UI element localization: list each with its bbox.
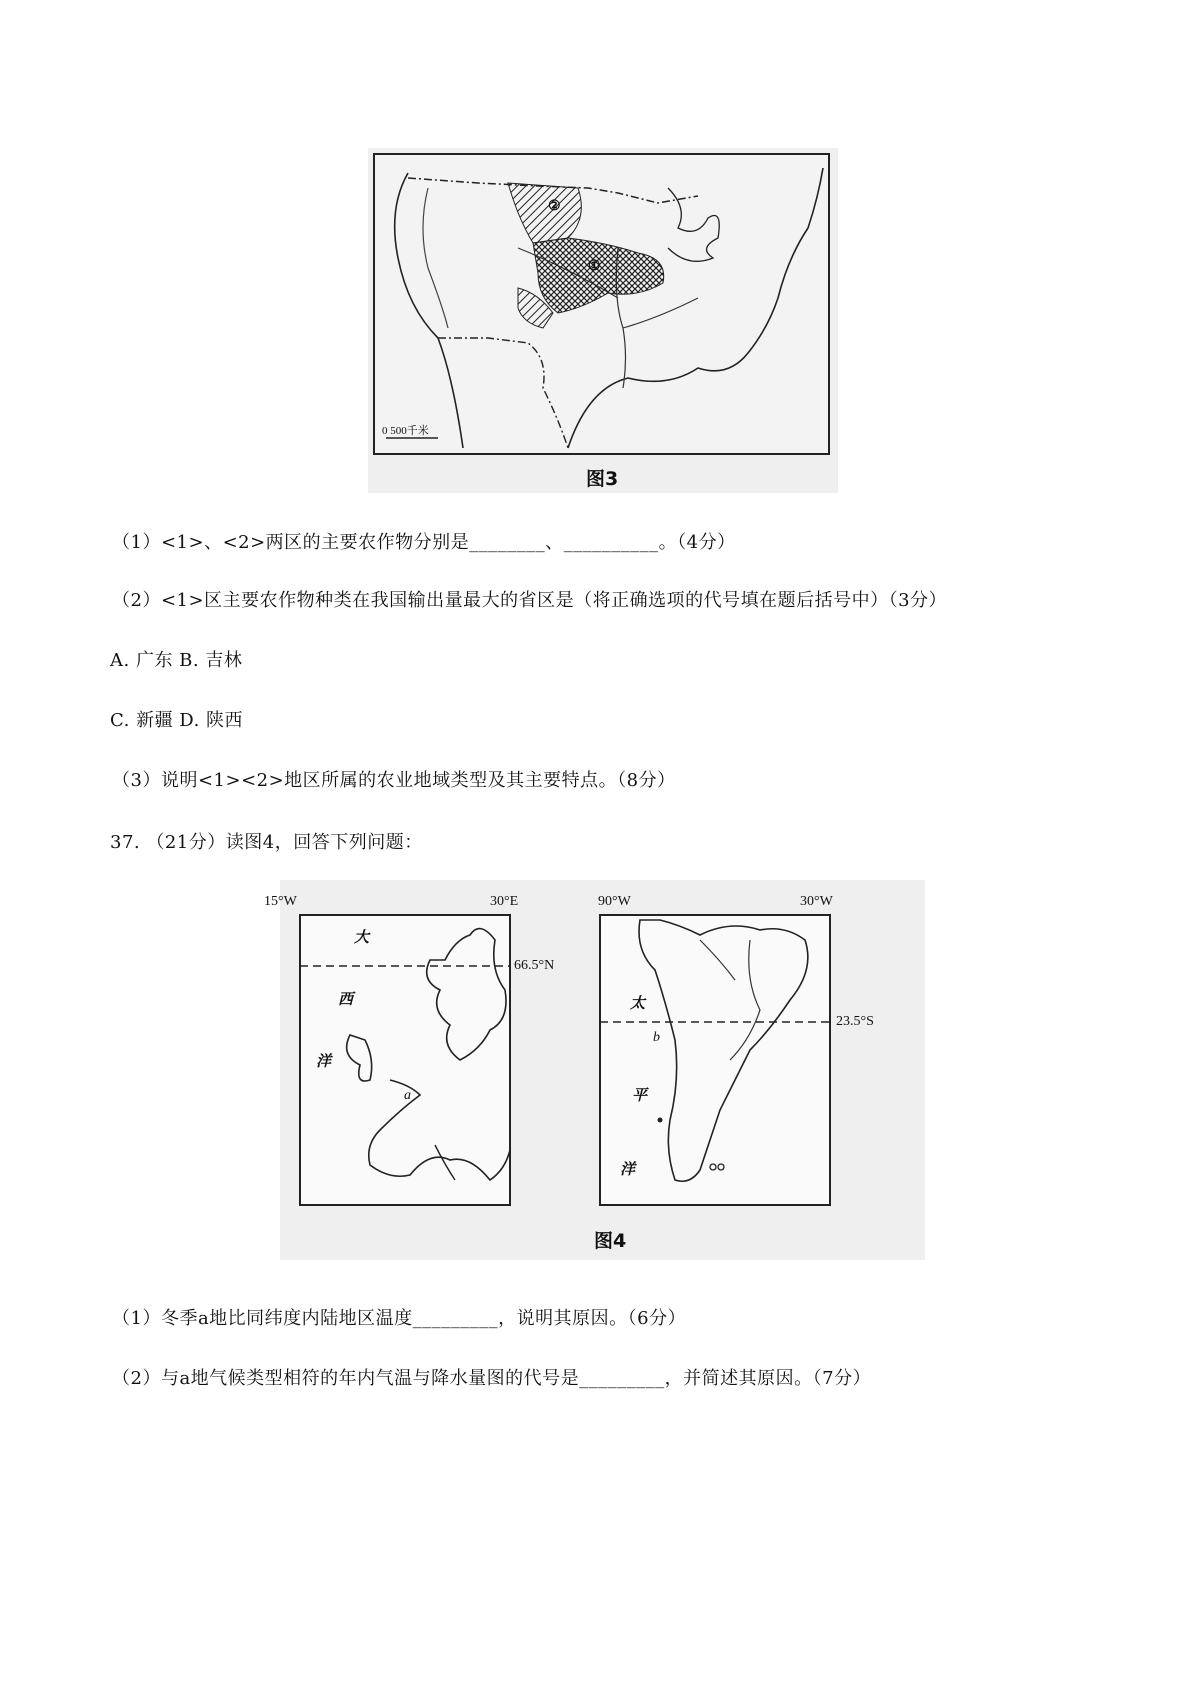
north-america-agriculture-map bbox=[368, 148, 838, 493]
q36-part3: （3）说明<1><2>地区所属的农业地域类型及其主要特点。（8分） bbox=[112, 770, 676, 791]
q37-part1: （1）冬季a地比同纬度内陆地区温度_________，说明其原因。（6分） bbox=[112, 1308, 687, 1329]
atlantic-char-2: 西 bbox=[338, 990, 354, 1008]
region-label-2: ② bbox=[548, 199, 561, 214]
lat-23-5s-label: 23.5°S bbox=[836, 1014, 874, 1029]
lon-30e-label: 30°E bbox=[490, 894, 519, 909]
q36-part2: （2）<1>区主要农作物种类在我国输出量最大的省区是（将正确选项的代号填在题后括号中）（3分） bbox=[112, 590, 948, 611]
q37-heading: 37. （21分）读图4，回答下列问题： bbox=[110, 832, 423, 853]
figure-4-caption: 图4 bbox=[594, 1230, 627, 1252]
q36-options-row1: A. 广东 B. 吉林 bbox=[110, 650, 243, 671]
q36-options-row2: C. 新疆 D. 陕西 bbox=[110, 710, 244, 731]
lon-30w-label: 30°W bbox=[800, 894, 833, 909]
lon-90w-label: 90°W bbox=[598, 894, 631, 909]
figure-4 bbox=[264, 880, 925, 1260]
lat-66-5n-label: 66.5°N bbox=[514, 958, 555, 973]
region-label-1: ① bbox=[588, 259, 601, 274]
point-a-label: a bbox=[404, 1088, 411, 1103]
pacific-char-3: 洋 bbox=[620, 1160, 636, 1178]
figure-3-caption: 图3 bbox=[586, 468, 619, 490]
lon-15w-label: 15°W bbox=[264, 894, 297, 909]
pacific-char-2: 平 bbox=[632, 1086, 648, 1104]
map-frame bbox=[374, 154, 829, 454]
figure-3 bbox=[368, 148, 838, 493]
point-b-label: b bbox=[653, 1030, 660, 1045]
europe-map-frame bbox=[300, 915, 510, 1205]
atlantic-char-3: 洋 bbox=[316, 1052, 332, 1070]
q36-part1: （1）<1>、<2>两区的主要农作物分别是________、__________。（4分） bbox=[112, 532, 736, 553]
scale-label: 0 500千米 bbox=[382, 425, 429, 437]
atlantic-char-1: 大 bbox=[354, 928, 370, 946]
pacific-char-1: 太 bbox=[630, 994, 646, 1012]
europe-south-america-maps bbox=[280, 880, 925, 1260]
q37-part2: （2）与a地气候类型相符的年内气温与降水量图的代号是_________，并简述其原因。（7分） bbox=[112, 1368, 872, 1389]
